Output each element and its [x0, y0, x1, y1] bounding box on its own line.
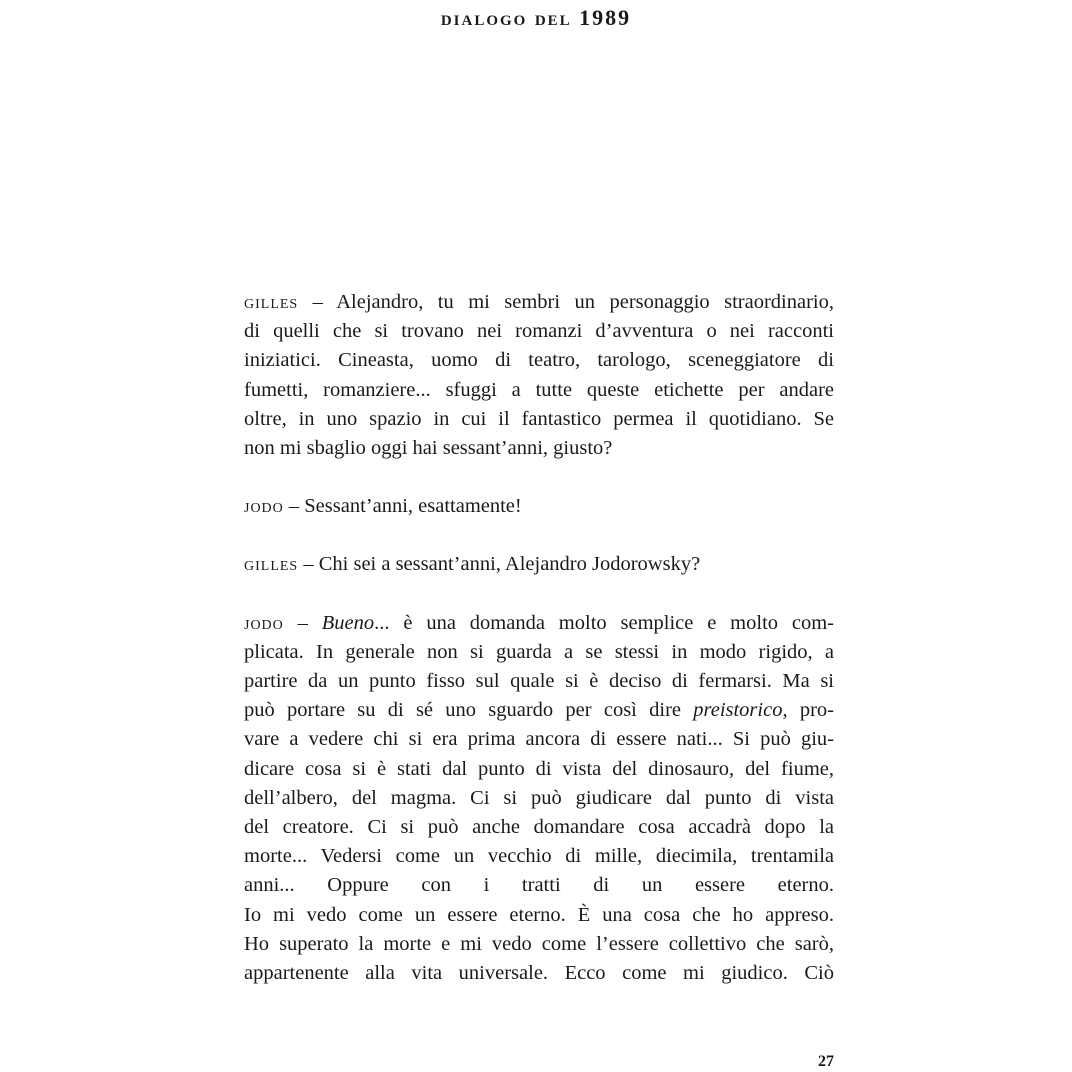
italic-word: preistorico	[693, 699, 783, 722]
text-line: anni... Oppure con i tratti di un essere eterno.	[244, 874, 834, 897]
text-line: dicare cosa si è stati dal punto di vista del dinosauro, del fiume,	[244, 757, 834, 780]
line-text: può portare su di sé uno sguardo per così dire	[244, 699, 694, 722]
dialogue-paragraph	[244, 550, 834, 579]
speaker-dash: –	[298, 553, 319, 576]
text-line: di quelli che si trovano nei romanzi d’avventura o nei racconti	[244, 320, 834, 343]
text-line: Ho superato la morte e mi vedo come l’essere collettivo che sarò,	[244, 932, 834, 955]
dialogue-paragraph	[244, 288, 834, 463]
line-text: ... è una domanda molto semplice e molto com-	[374, 611, 834, 634]
page-number: 27	[818, 1053, 834, 1070]
speaker-name: gilles	[244, 553, 299, 576]
line-text: , pro-	[782, 699, 834, 722]
text-line: appartenente alla vita universale. Ecco come mi giudico. Ciò	[244, 962, 834, 985]
dialogue-paragraph	[244, 609, 834, 901]
speaker-name: jodo	[244, 495, 284, 518]
text-line: oltre, in uno spazio in cui il fantastico permea il quotidiano. Se	[244, 407, 834, 430]
text-line: dell’albero, del magma. Ci si può giudicare dal punto di vista	[244, 786, 834, 809]
line-text: Alejandro, tu mi sembri un personaggio straordinario,	[336, 291, 834, 313]
text-line	[244, 492, 834, 521]
speaker-name: gilles	[244, 291, 299, 313]
speaker-name: jodo	[244, 611, 284, 634]
text-line	[244, 288, 834, 317]
speaker-dash: –	[283, 611, 322, 634]
italic-word: Bueno	[321, 611, 375, 634]
running-head: dialogo del 1989	[440, 5, 632, 30]
text-line	[244, 550, 834, 579]
text-line: plicata. In generale non si guarda a se stessi in modo rigido, a	[244, 640, 834, 663]
text-line	[244, 609, 834, 638]
text-line	[244, 696, 834, 725]
dialogue-paragraph	[244, 492, 834, 521]
speaker-dash: –	[298, 291, 337, 313]
text-line: non mi sbaglio oggi hai sessant’anni, giusto?	[244, 437, 613, 460]
text-line: Io mi vedo come un essere eterno. È una cosa che ho appreso.	[244, 903, 834, 926]
text-line: iniziatici. Cineasta, uomo di teatro, tarologo, sceneggiatore di	[244, 349, 834, 372]
text-line: del creatore. Ci si può anche domandare cosa accadrà dopo la	[244, 816, 834, 839]
line-text: Chi sei a sessant’anni, Alejandro Jodorowsky?	[318, 553, 701, 576]
text-line: morte... Vedersi come un vecchio di mille, diecimila, trentamila	[244, 845, 834, 868]
body-paragraph	[244, 901, 834, 989]
line-text: Sessant’anni, esattamente!	[304, 495, 522, 518]
body-text	[244, 288, 834, 988]
text-line: vare a vedere chi si era prima ancora di essere nati... Si può giu-	[244, 728, 834, 751]
text-line: partire da un punto fisso sul quale si è deciso di fermarsi. Ma si	[244, 670, 834, 693]
speaker-dash: –	[283, 495, 305, 518]
text-line: fumetti, romanziere... sfuggi a tutte queste etichette per andare	[244, 378, 834, 401]
